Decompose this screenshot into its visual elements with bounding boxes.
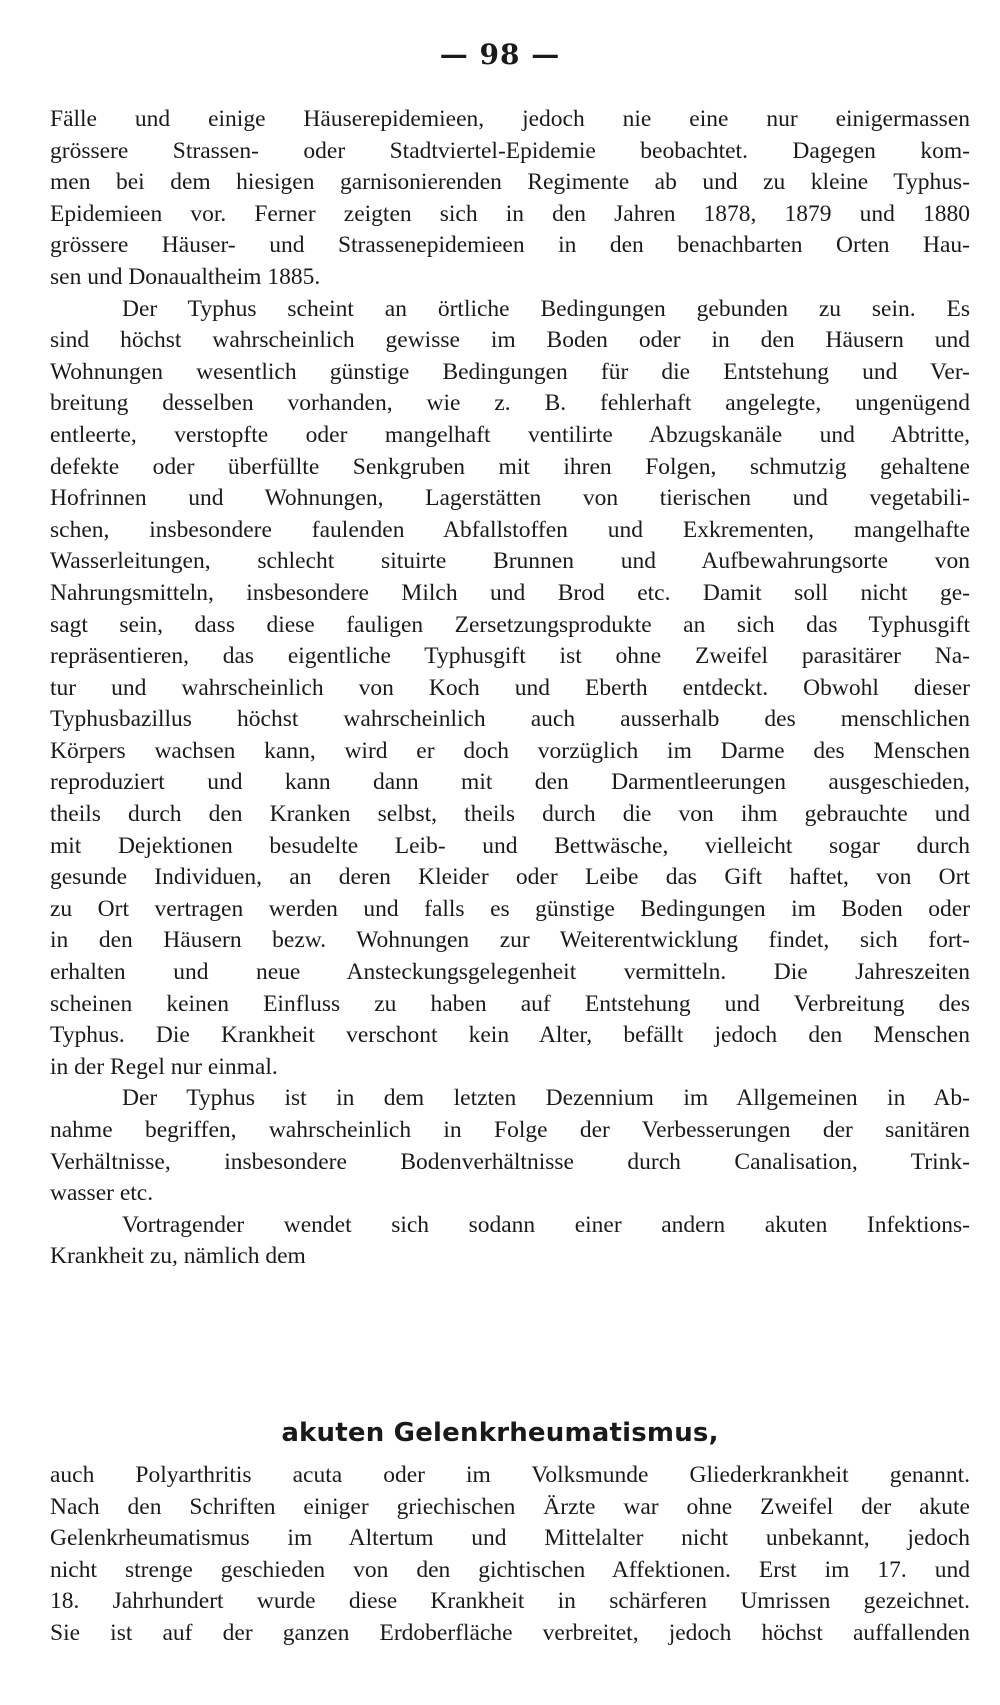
text-line: in den Häusern bezw. Wohnungen zur Weiterentwicklung findet, sich fort- — [50, 927, 970, 954]
text-line: Sie ist auf der ganzen Erdoberfläche verbreitet, jedoch höchst auffallenden — [50, 1619, 970, 1646]
text-line: Epidemieen vor. Ferner zeigten sich in den Jahren 1878, 1879 und 1880 — [50, 200, 970, 227]
text-line: Typhusbazillus höchst wahrscheinlich auch ausserhalb des menschlichen — [50, 706, 970, 733]
text-line: Verhältnisse, insbesondere Bodenverhältnisse durch Canalisation, Trink- — [50, 1148, 970, 1175]
text-line: schen, insbesondere faulenden Abfallstoffen und Exkrementen, mangelhafte — [50, 516, 970, 543]
text-line: Nahrungsmitteln, insbesondere Milch und Brod etc. Damit soll nicht ge- — [50, 579, 970, 606]
text-line: theils durch den Kranken selbst, theils durch die von ihm gebrauchte und — [50, 801, 970, 828]
text-line: Hofrinnen und Wohnungen, Lagerstätten von tierischen und vegetabili- — [50, 485, 970, 512]
text-line: Der Typhus scheint an örtliche Bedingungen gebunden zu sein. Es — [122, 295, 970, 322]
section-heading: akuten Gelenkrheumatismus, — [281, 1418, 719, 1448]
text-line: Wasserleitungen, schlecht situirte Brunnen und Aufbewahrungsorte von — [50, 548, 970, 575]
text-line: sagt sein, dass diese fauligen Zersetzungsprodukte an sich das Typhusgift — [50, 611, 970, 638]
text-line: 18. Jahrhundert wurde diese Krankheit in schärferen Umrissen gezeichnet. — [50, 1588, 970, 1615]
text-line: Vortragender wendet sich sodann einer andern akuten Infektions- — [122, 1211, 970, 1238]
text-line: in der Regel nur einmal. — [50, 1053, 278, 1080]
text-line: Der Typhus ist in dem letzten Dezennium im Allgemeinen in Ab- — [122, 1085, 970, 1112]
page-number: — 98 — — [439, 38, 561, 71]
text-line: Fälle und einige Häuserepidemieen, jedoch nie eine nur einigermassen — [50, 106, 970, 132]
text-line: Gelenkrheumatismus im Altertum und Mittelalter nicht unbekannt, jedoch — [50, 1525, 970, 1552]
text-line: mit Dejektionen besudelte Leib- und Bettwäsche, vielleicht sogar durch — [50, 832, 970, 859]
text-line: zu Ort vertragen werden und falls es günstige Bedingungen im Boden oder — [50, 895, 970, 922]
text-line: Typhus. Die Krankheit verschont kein Alter, befällt jedoch den Menschen — [50, 1022, 970, 1049]
text-line: sind höchst wahrscheinlich gewisse im Boden oder in den Häusern und — [50, 327, 970, 354]
text-line: tur und wahrscheinlich von Koch und Eberth entdeckt. Obwohl dieser — [50, 674, 970, 701]
text-line: breitung desselben vorhanden, wie z. B. fehlerhaft angelegte, ungenügend — [50, 390, 970, 417]
text-line: auch Polyarthritis acuta oder im Volksmunde Gliederkrankheit genannt. — [50, 1462, 970, 1488]
text-line: reproduziert und kann dann mit den Darmentleerungen ausgeschieden, — [50, 769, 970, 796]
paragraph-block-rheumatism — [50, 1460, 970, 1650]
text-line: entleerte, verstopfte oder mangelhaft ventilirte Abzugskanäle und Abtritte, — [50, 421, 970, 448]
text-line: defekte oder überfüllte Senkgruben mit ihren Folgen, schmutzig gehaltene — [50, 453, 970, 480]
text-line: men bei dem hiesigen garnisonierenden Regimente ab und zu kleine Typhus- — [50, 169, 970, 196]
text-line: nicht strenge geschieden von den gichtischen Affektionen. Erst im 17. und — [50, 1556, 970, 1583]
text-line: Nach den Schriften einiger griechischen Ärzte war ohne Zweifel der akute — [50, 1493, 970, 1520]
paragraph-block-typhus — [50, 104, 970, 1273]
text-line: wasser etc. — [50, 1180, 154, 1207]
text-line: erhalten und neue Ansteckungsgelegenheit vermitteln. Die Jahreszeiten — [50, 959, 970, 986]
text-line: scheinen keinen Einfluss zu haben auf Entstehung und Verbreitung des — [50, 990, 970, 1017]
text-line: Wohnungen wesentlich günstige Bedingungen für die Entstehung und Ver- — [50, 358, 970, 385]
text-line: sen und Donaualtheim 1885. — [50, 263, 321, 290]
text-line: Körpers wachsen kann, wird er doch vorzüglich im Darme des Menschen — [50, 737, 970, 764]
text-line: grössere Strassen- oder Stadtviertel-Epidemie beobachtet. Dagegen kom- — [50, 137, 970, 164]
text-line: grössere Häuser- und Strassenepidemieen in den benachbarten Orten Hau- — [50, 232, 970, 259]
text-line: repräsentieren, das eigentliche Typhusgift ist ohne Zweifel parasitärer Na- — [50, 643, 970, 670]
text-line: nahme begriffen, wahrscheinlich in Folge der Verbesserungen der sanitären — [50, 1117, 970, 1143]
text-line: gesunde Individuen, an deren Kleider oder Leibe das Gift haftet, von Ort — [50, 864, 970, 891]
text-line: Krankheit zu, nämlich dem — [50, 1243, 306, 1270]
